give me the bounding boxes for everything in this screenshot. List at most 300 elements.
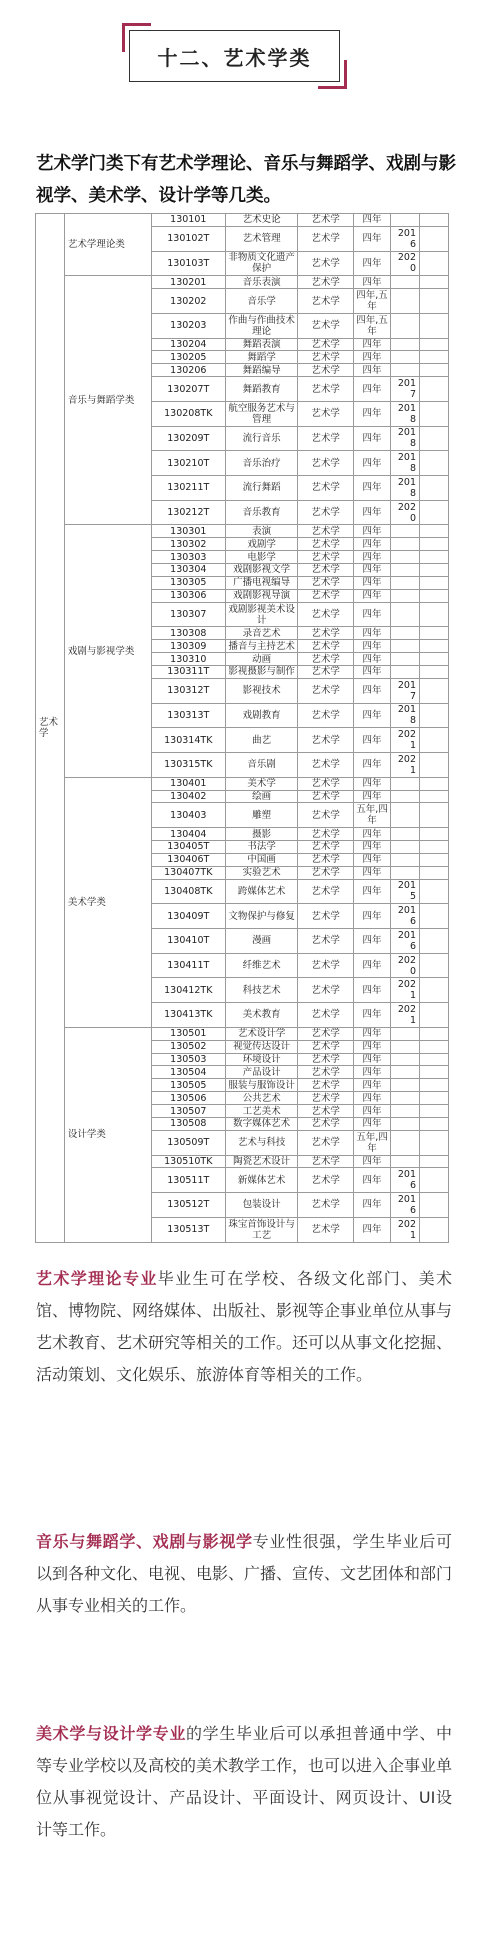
degree-cell: 艺术学 [298, 665, 354, 678]
major-name-cell: 舞蹈教育 [225, 377, 297, 402]
degree-cell: 艺术学 [298, 476, 354, 501]
major-code-cell: 130509T [151, 1130, 225, 1155]
major-code-cell: 130502 [151, 1040, 225, 1053]
duration-cell: 四年 [353, 1105, 390, 1118]
major-name-cell: 雕塑 [225, 803, 297, 828]
year-added-cell: 2018 [391, 401, 420, 426]
major-name-cell: 漫画 [225, 929, 297, 954]
major-code-cell: 130206 [151, 364, 225, 377]
year-added-cell: 2018 [391, 451, 420, 476]
degree-cell: 艺术学 [298, 1130, 354, 1155]
subcategory-cell: 设计学类 [64, 1027, 151, 1242]
duration-cell: 四年 [353, 476, 390, 501]
paragraph-body: 毕业生可在学校、各级文化部门、美术馆、博物院、网络媒体、出版社、影视等企事业单位从事与艺术教育、艺术研究等相关的工作。还可以从事文化挖掘、活动策划、文化娱乐、旅游体育等相关的工作。 [36, 1269, 453, 1384]
major-code-cell: 130504 [151, 1066, 225, 1079]
empty-cell [420, 1079, 449, 1092]
major-name-cell: 影视技术 [225, 678, 297, 703]
majors-table-body [36, 214, 449, 1243]
year-added-cell [391, 1155, 420, 1168]
year-added-cell [391, 853, 420, 866]
duration-cell: 四年 [353, 777, 390, 790]
duration-cell: 四年 [353, 564, 390, 577]
major-name-cell: 播音与主持艺术 [225, 640, 297, 653]
year-added-cell [391, 627, 420, 640]
degree-cell: 艺术学 [298, 351, 354, 364]
empty-cell [420, 752, 449, 777]
major-name-cell: 舞蹈表演 [225, 338, 297, 351]
empty-cell [420, 313, 449, 338]
empty-cell [420, 828, 449, 841]
duration-cell: 四年 [353, 538, 390, 551]
degree-cell: 艺术学 [298, 879, 354, 904]
year-added-cell [391, 214, 420, 227]
degree-cell: 艺术学 [298, 1003, 354, 1028]
duration-cell: 四年 [353, 703, 390, 728]
degree-cell: 艺术学 [298, 752, 354, 777]
empty-cell [420, 500, 449, 525]
empty-cell [420, 904, 449, 929]
major-name-cell: 美术学 [225, 777, 297, 790]
duration-cell: 五年,四年 [353, 1130, 390, 1155]
degree-cell: 艺术学 [298, 1155, 354, 1168]
major-name-cell: 服装与服饰设计 [225, 1079, 297, 1092]
degree-cell: 艺术学 [298, 377, 354, 402]
major-name-cell: 戏剧学 [225, 538, 297, 551]
subcategory-cell: 戏剧与影视学类 [64, 525, 151, 777]
duration-cell: 四年 [353, 953, 390, 978]
empty-cell [420, 401, 449, 426]
degree-cell: 艺术学 [298, 866, 354, 879]
major-name-cell: 书法学 [225, 841, 297, 854]
degree-cell: 艺术学 [298, 828, 354, 841]
empty-cell [420, 803, 449, 828]
duration-cell: 四年 [353, 728, 390, 753]
empty-cell [420, 564, 449, 577]
section-title: 十二、艺术学类 [157, 45, 312, 70]
year-added-cell [391, 1117, 420, 1130]
year-added-cell [391, 1066, 420, 1079]
year-added-cell: 2021 [391, 978, 420, 1003]
year-added-cell [391, 313, 420, 338]
empty-cell [420, 426, 449, 451]
major-code-cell: 130305 [151, 576, 225, 589]
year-added-cell: 2021 [391, 752, 420, 777]
major-name-cell: 科技艺术 [225, 978, 297, 1003]
major-name-cell: 音乐治疗 [225, 451, 297, 476]
year-added-cell: 2021 [391, 728, 420, 753]
major-code-cell: 130513T [151, 1217, 225, 1242]
degree-cell: 艺术学 [298, 602, 354, 627]
major-code-cell: 130314TK [151, 728, 225, 753]
duration-cell: 四年 [353, 1066, 390, 1079]
duration-cell: 四年 [353, 1168, 390, 1193]
degree-cell: 艺术学 [298, 251, 354, 276]
major-code-cell: 130304 [151, 564, 225, 577]
degree-cell: 艺术学 [298, 790, 354, 803]
major-name-cell: 非物质文化遗产保护 [225, 251, 297, 276]
major-name-cell: 珠宝首饰设计与工艺 [225, 1217, 297, 1242]
major-code-cell: 130404 [151, 828, 225, 841]
major-name-cell: 艺术史论 [225, 214, 297, 227]
corner-decoration [318, 60, 347, 89]
major-name-cell: 音乐学 [225, 289, 297, 314]
majors-table [35, 213, 449, 1243]
major-code-cell: 130313T [151, 703, 225, 728]
degree-cell: 艺术学 [298, 551, 354, 564]
majors-table-wrap [35, 213, 449, 1243]
degree-cell: 艺术学 [298, 1040, 354, 1053]
paragraph-highlight: 音乐与舞蹈学、戏剧与影视学 [36, 1532, 253, 1551]
major-name-cell: 陶瓷艺术设计 [225, 1155, 297, 1168]
major-code-cell: 130208TK [151, 401, 225, 426]
major-name-cell: 航空服务艺术与管理 [225, 401, 297, 426]
section-header [129, 30, 340, 82]
empty-cell [420, 1193, 449, 1218]
duration-cell: 四年 [353, 351, 390, 364]
year-added-cell [391, 1040, 420, 1053]
major-code-cell: 130309 [151, 640, 225, 653]
duration-cell: 四年 [353, 1027, 390, 1040]
empty-cell [420, 790, 449, 803]
duration-cell: 四年 [353, 576, 390, 589]
degree-cell: 艺术学 [298, 276, 354, 289]
empty-cell [420, 551, 449, 564]
duration-cell: 四年 [353, 251, 390, 276]
year-added-cell [391, 276, 420, 289]
major-code-cell: 130405T [151, 841, 225, 854]
duration-cell: 四年 [353, 214, 390, 227]
empty-cell [420, 953, 449, 978]
major-name-cell: 艺术设计学 [225, 1027, 297, 1040]
empty-cell [420, 377, 449, 402]
major-code-cell: 130212T [151, 500, 225, 525]
degree-cell: 艺术学 [298, 953, 354, 978]
empty-cell [420, 1130, 449, 1155]
major-code-cell: 130302 [151, 538, 225, 551]
duration-cell: 四年 [353, 1193, 390, 1218]
paragraph-body: 的学生毕业后可以承担普通中学、中等专业学校以及高校的美术教学工作，也可以进入企事业单位从事视觉设计、产品设计、平面设计、网页设计、UI设计等工作。 [36, 1724, 453, 1839]
table-row [36, 525, 449, 538]
empty-cell [420, 451, 449, 476]
year-added-cell: 2017 [391, 678, 420, 703]
duration-cell: 四年 [353, 879, 390, 904]
degree-cell: 艺术学 [298, 653, 354, 666]
degree-cell: 艺术学 [298, 214, 354, 227]
degree-cell: 艺术学 [298, 1117, 354, 1130]
empty-cell [420, 1168, 449, 1193]
empty-cell [420, 1053, 449, 1066]
major-name-cell: 音乐剧 [225, 752, 297, 777]
subcategory-cell: 音乐与舞蹈学类 [64, 276, 151, 525]
year-added-cell: 2018 [391, 426, 420, 451]
duration-cell: 四年 [353, 338, 390, 351]
year-added-cell [391, 551, 420, 564]
major-code-cell: 130505 [151, 1079, 225, 1092]
major-code-cell: 130101 [151, 214, 225, 227]
empty-cell [420, 226, 449, 251]
year-added-cell [391, 589, 420, 602]
duration-cell: 四年 [353, 226, 390, 251]
year-added-cell: 2018 [391, 476, 420, 501]
year-added-cell [391, 289, 420, 314]
empty-cell [420, 653, 449, 666]
major-name-cell: 舞蹈学 [225, 351, 297, 364]
year-added-cell [391, 576, 420, 589]
major-name-cell: 艺术管理 [225, 226, 297, 251]
major-name-cell: 美术教育 [225, 1003, 297, 1028]
duration-cell: 四年 [353, 589, 390, 602]
empty-cell [420, 1092, 449, 1105]
subcategory-cell: 艺术学理论类 [64, 214, 151, 276]
major-code-cell: 130501 [151, 1027, 225, 1040]
degree-cell: 艺术学 [298, 1027, 354, 1040]
degree-cell: 艺术学 [298, 978, 354, 1003]
duration-cell: 四年 [353, 426, 390, 451]
duration-cell: 五年,四年 [353, 803, 390, 828]
major-code-cell: 130410T [151, 929, 225, 954]
empty-cell [420, 1003, 449, 1028]
duration-cell: 四年 [353, 653, 390, 666]
major-code-cell: 130512T [151, 1193, 225, 1218]
duration-cell: 四年 [353, 1117, 390, 1130]
major-name-cell: 环境设计 [225, 1053, 297, 1066]
major-code-cell: 130412TK [151, 978, 225, 1003]
duration-cell: 四年 [353, 1040, 390, 1053]
duration-cell: 四年 [353, 276, 390, 289]
duration-cell: 四年 [353, 828, 390, 841]
major-code-cell: 130503 [151, 1053, 225, 1066]
major-code-cell: 130308 [151, 627, 225, 640]
degree-cell: 艺术学 [298, 1217, 354, 1242]
degree-cell: 艺术学 [298, 853, 354, 866]
major-code-cell: 130207T [151, 377, 225, 402]
duration-cell: 四年 [353, 678, 390, 703]
duration-cell: 四年 [353, 1079, 390, 1092]
major-name-cell: 录音艺术 [225, 627, 297, 640]
empty-cell [420, 678, 449, 703]
paragraph-fine-art-design [36, 1718, 452, 1846]
duration-cell: 四年 [353, 627, 390, 640]
duration-cell: 四年 [353, 451, 390, 476]
year-added-cell [391, 602, 420, 627]
major-code-cell: 130507 [151, 1105, 225, 1118]
major-name-cell: 工艺美术 [225, 1105, 297, 1118]
empty-cell [420, 703, 449, 728]
major-code-cell: 130201 [151, 276, 225, 289]
empty-cell [420, 1040, 449, 1053]
major-name-cell: 音乐教育 [225, 500, 297, 525]
empty-cell [420, 525, 449, 538]
duration-cell: 四年 [353, 364, 390, 377]
year-added-cell [391, 564, 420, 577]
major-code-cell: 130406T [151, 853, 225, 866]
major-name-cell: 作曲与作曲技术理论 [225, 313, 297, 338]
degree-cell: 艺术学 [298, 841, 354, 854]
year-added-cell: 2020 [391, 500, 420, 525]
duration-cell: 四年 [353, 401, 390, 426]
major-code-cell: 130403 [151, 803, 225, 828]
empty-cell [420, 214, 449, 227]
duration-cell: 四年 [353, 752, 390, 777]
major-code-cell: 130311T [151, 665, 225, 678]
duration-cell: 四年 [353, 602, 390, 627]
year-added-cell [391, 803, 420, 828]
paragraph-body: 专业性很强，学生毕业后可以到各种文化、电视、电影、广播、宣传、文艺团体和部门从事专业相关的工作。 [36, 1532, 453, 1615]
year-added-cell [391, 1105, 420, 1118]
duration-cell: 四年 [353, 790, 390, 803]
empty-cell [420, 1066, 449, 1079]
year-added-cell: 2021 [391, 1003, 420, 1028]
duration-cell: 四年 [353, 640, 390, 653]
degree-cell: 艺术学 [298, 538, 354, 551]
major-name-cell: 视觉传达设计 [225, 1040, 297, 1053]
year-added-cell: 2021 [391, 1217, 420, 1242]
major-code-cell: 130301 [151, 525, 225, 538]
major-name-cell: 艺术与科技 [225, 1130, 297, 1155]
duration-cell: 四年 [353, 1155, 390, 1168]
year-added-cell [391, 1130, 420, 1155]
year-added-cell: 2016 [391, 929, 420, 954]
major-code-cell: 130510TK [151, 1155, 225, 1168]
major-name-cell: 戏剧影视导演 [225, 589, 297, 602]
major-name-cell: 曲艺 [225, 728, 297, 753]
degree-cell: 艺术学 [298, 525, 354, 538]
degree-cell: 艺术学 [298, 1053, 354, 1066]
empty-cell [420, 978, 449, 1003]
empty-cell [420, 589, 449, 602]
duration-cell: 四年 [353, 1217, 390, 1242]
major-name-cell: 包装设计 [225, 1193, 297, 1218]
empty-cell [420, 1117, 449, 1130]
degree-cell: 艺术学 [298, 313, 354, 338]
corner-decoration [122, 23, 151, 52]
degree-cell: 艺术学 [298, 627, 354, 640]
year-added-cell: 2016 [391, 1168, 420, 1193]
year-added-cell [391, 525, 420, 538]
year-added-cell: 2017 [391, 377, 420, 402]
major-code-cell: 130508 [151, 1117, 225, 1130]
duration-cell: 四年 [353, 500, 390, 525]
year-added-cell [391, 1092, 420, 1105]
major-code-cell: 130205 [151, 351, 225, 364]
year-added-cell: 2018 [391, 703, 420, 728]
degree-cell: 艺术学 [298, 803, 354, 828]
major-name-cell: 戏剧教育 [225, 703, 297, 728]
paragraph-highlight: 美术学与设计学专业 [36, 1724, 186, 1743]
category-cell: 艺术学 [36, 214, 65, 1243]
duration-cell: 四年 [353, 978, 390, 1003]
empty-cell [420, 351, 449, 364]
year-added-cell [391, 1053, 420, 1066]
degree-cell: 艺术学 [298, 728, 354, 753]
major-code-cell: 130210T [151, 451, 225, 476]
major-name-cell: 流行音乐 [225, 426, 297, 451]
year-added-cell [391, 841, 420, 854]
empty-cell [420, 1027, 449, 1040]
empty-cell [420, 728, 449, 753]
degree-cell: 艺术学 [298, 640, 354, 653]
year-added-cell [391, 1027, 420, 1040]
major-name-cell: 摄影 [225, 828, 297, 841]
degree-cell: 艺术学 [298, 678, 354, 703]
degree-cell: 艺术学 [298, 904, 354, 929]
duration-cell: 四年,五年 [353, 289, 390, 314]
year-added-cell [391, 777, 420, 790]
major-name-cell: 纤维艺术 [225, 953, 297, 978]
empty-cell [420, 251, 449, 276]
major-code-cell: 130401 [151, 777, 225, 790]
table-row [36, 777, 449, 790]
degree-cell: 艺术学 [298, 564, 354, 577]
subcategory-cell: 美术学类 [64, 777, 151, 1027]
empty-cell [420, 289, 449, 314]
degree-cell: 艺术学 [298, 777, 354, 790]
major-name-cell: 戏剧影视文学 [225, 564, 297, 577]
degree-cell: 艺术学 [298, 401, 354, 426]
major-name-cell: 戏剧影视美术设计 [225, 602, 297, 627]
empty-cell [420, 1155, 449, 1168]
year-added-cell [391, 364, 420, 377]
degree-cell: 艺术学 [298, 1193, 354, 1218]
empty-cell [420, 602, 449, 627]
major-name-cell: 绘画 [225, 790, 297, 803]
empty-cell [420, 627, 449, 640]
empty-cell [420, 576, 449, 589]
degree-cell: 艺术学 [298, 426, 354, 451]
year-added-cell [391, 640, 420, 653]
year-added-cell [391, 338, 420, 351]
major-code-cell: 130315TK [151, 752, 225, 777]
major-code-cell: 130409T [151, 904, 225, 929]
year-added-cell [391, 828, 420, 841]
major-code-cell: 130402 [151, 790, 225, 803]
major-code-cell: 130209T [151, 426, 225, 451]
duration-cell: 四年 [353, 551, 390, 564]
empty-cell [420, 538, 449, 551]
table-row [36, 276, 449, 289]
major-code-cell: 130310 [151, 653, 225, 666]
major-code-cell: 130511T [151, 1168, 225, 1193]
duration-cell: 四年 [353, 853, 390, 866]
year-added-cell [391, 538, 420, 551]
major-name-cell: 数字媒体艺术 [225, 1117, 297, 1130]
intro-text: 艺术学门类下有艺术学理论、音乐与舞蹈学、戏剧与影视学、美术学、设计学等几类。 [36, 154, 456, 206]
major-name-cell: 舞蹈编导 [225, 364, 297, 377]
major-name-cell: 公共艺术 [225, 1092, 297, 1105]
year-added-cell [391, 1079, 420, 1092]
degree-cell: 艺术学 [298, 289, 354, 314]
major-code-cell: 130202 [151, 289, 225, 314]
year-added-cell [391, 653, 420, 666]
major-code-cell: 130307 [151, 602, 225, 627]
major-code-cell: 130506 [151, 1092, 225, 1105]
empty-cell [420, 364, 449, 377]
major-name-cell: 流行舞蹈 [225, 476, 297, 501]
major-name-cell: 文物保护与修复 [225, 904, 297, 929]
paragraph-highlight: 艺术学理论专业 [36, 1269, 158, 1288]
empty-cell [420, 1105, 449, 1118]
duration-cell: 四年 [353, 841, 390, 854]
duration-cell: 四年 [353, 1053, 390, 1066]
major-name-cell: 新媒体艺术 [225, 1168, 297, 1193]
major-name-cell: 跨媒体艺术 [225, 879, 297, 904]
empty-cell [420, 777, 449, 790]
year-added-cell: 2020 [391, 953, 420, 978]
empty-cell [420, 929, 449, 954]
major-code-cell: 130103T [151, 251, 225, 276]
major-name-cell: 动画 [225, 653, 297, 666]
major-name-cell: 中国画 [225, 853, 297, 866]
